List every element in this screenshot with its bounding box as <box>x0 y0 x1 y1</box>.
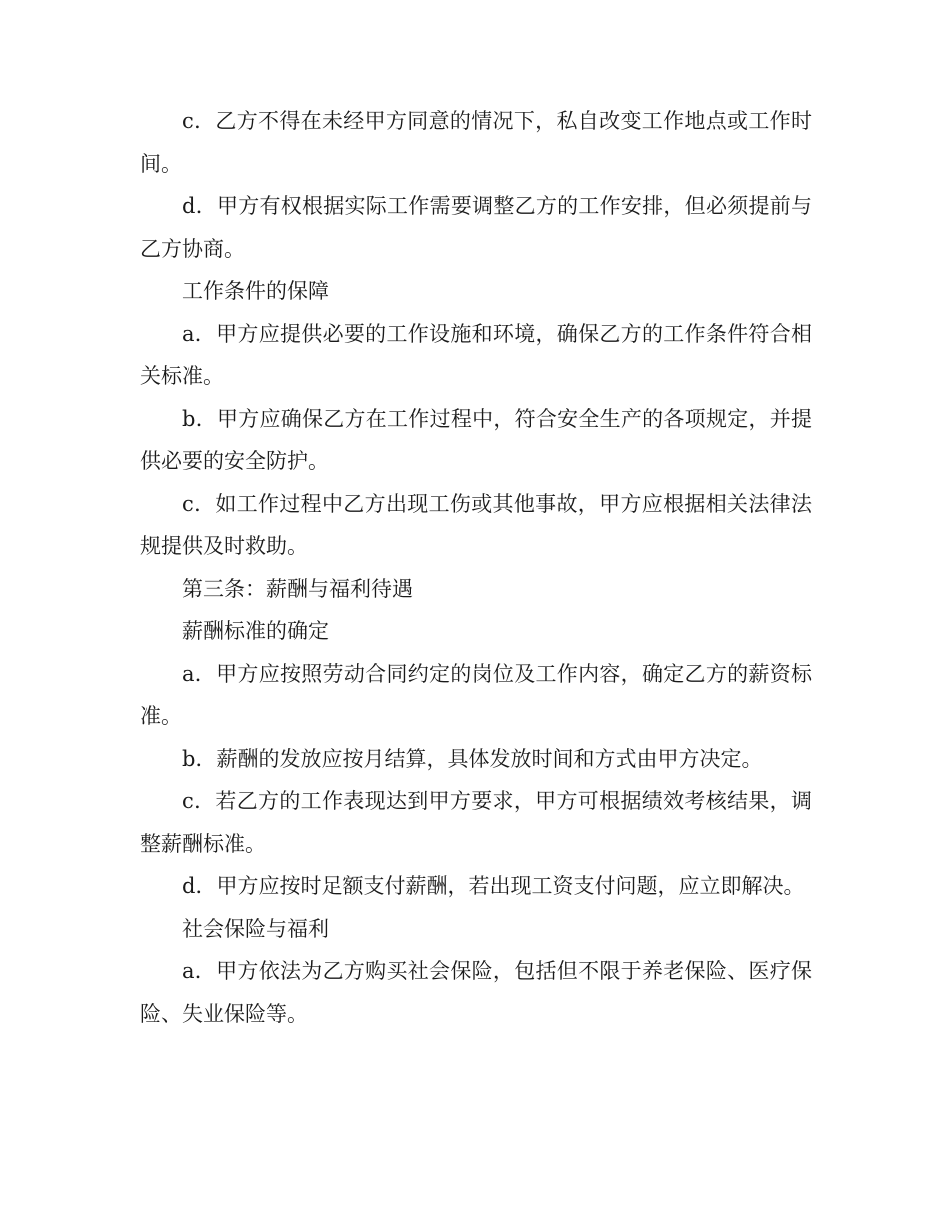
section-heading: 薪酬标准的确定 <box>182 619 329 643</box>
clause-item: a．甲方依法为乙方购买社会保险，包括但不限于养老保险、医疗保险、失业保险等。 <box>140 959 812 1026</box>
section-heading: 工作条件的保障 <box>182 279 329 303</box>
clause-item: b．甲方应确保乙方在工作过程中，符合安全生产的各项规定，并提供必要的安全防护。 <box>140 406 812 473</box>
clause-item: d．甲方应按时足额支付薪酬，若出现工资支付问题，应立即解决。 <box>182 874 805 898</box>
clause-item: c．乙方不得在未经甲方同意的情况下，私自改变工作地点或工作时间。 <box>140 109 812 176</box>
document-body <box>140 100 812 1035</box>
clause-item: c．若乙方的工作表现达到甲方要求，甲方可根据绩效考核结果，调整薪酬标准。 <box>140 789 812 856</box>
section-heading: 社会保险与福利 <box>182 916 329 941</box>
clause-item: c．如工作过程中乙方出现工伤或其他事故，甲方应根据相关法律法规提供及时救助。 <box>140 491 812 558</box>
article-heading: 第三条：薪酬与福利待遇 <box>182 576 413 601</box>
clause-item: b．薪酬的发放应按月结算，具体发放时间和方式由甲方决定。 <box>182 746 763 771</box>
clause-item: a．甲方应按照劳动合同约定的岗位及工作内容，确定乙方的薪资标准。 <box>140 661 812 728</box>
clause-item: a．甲方应提供必要的工作设施和环境，确保乙方的工作条件符合相关标准。 <box>140 321 812 388</box>
clause-item: d．甲方有权根据实际工作需要调整乙方的工作安排，但必须提前与乙方协商。 <box>140 194 812 261</box>
